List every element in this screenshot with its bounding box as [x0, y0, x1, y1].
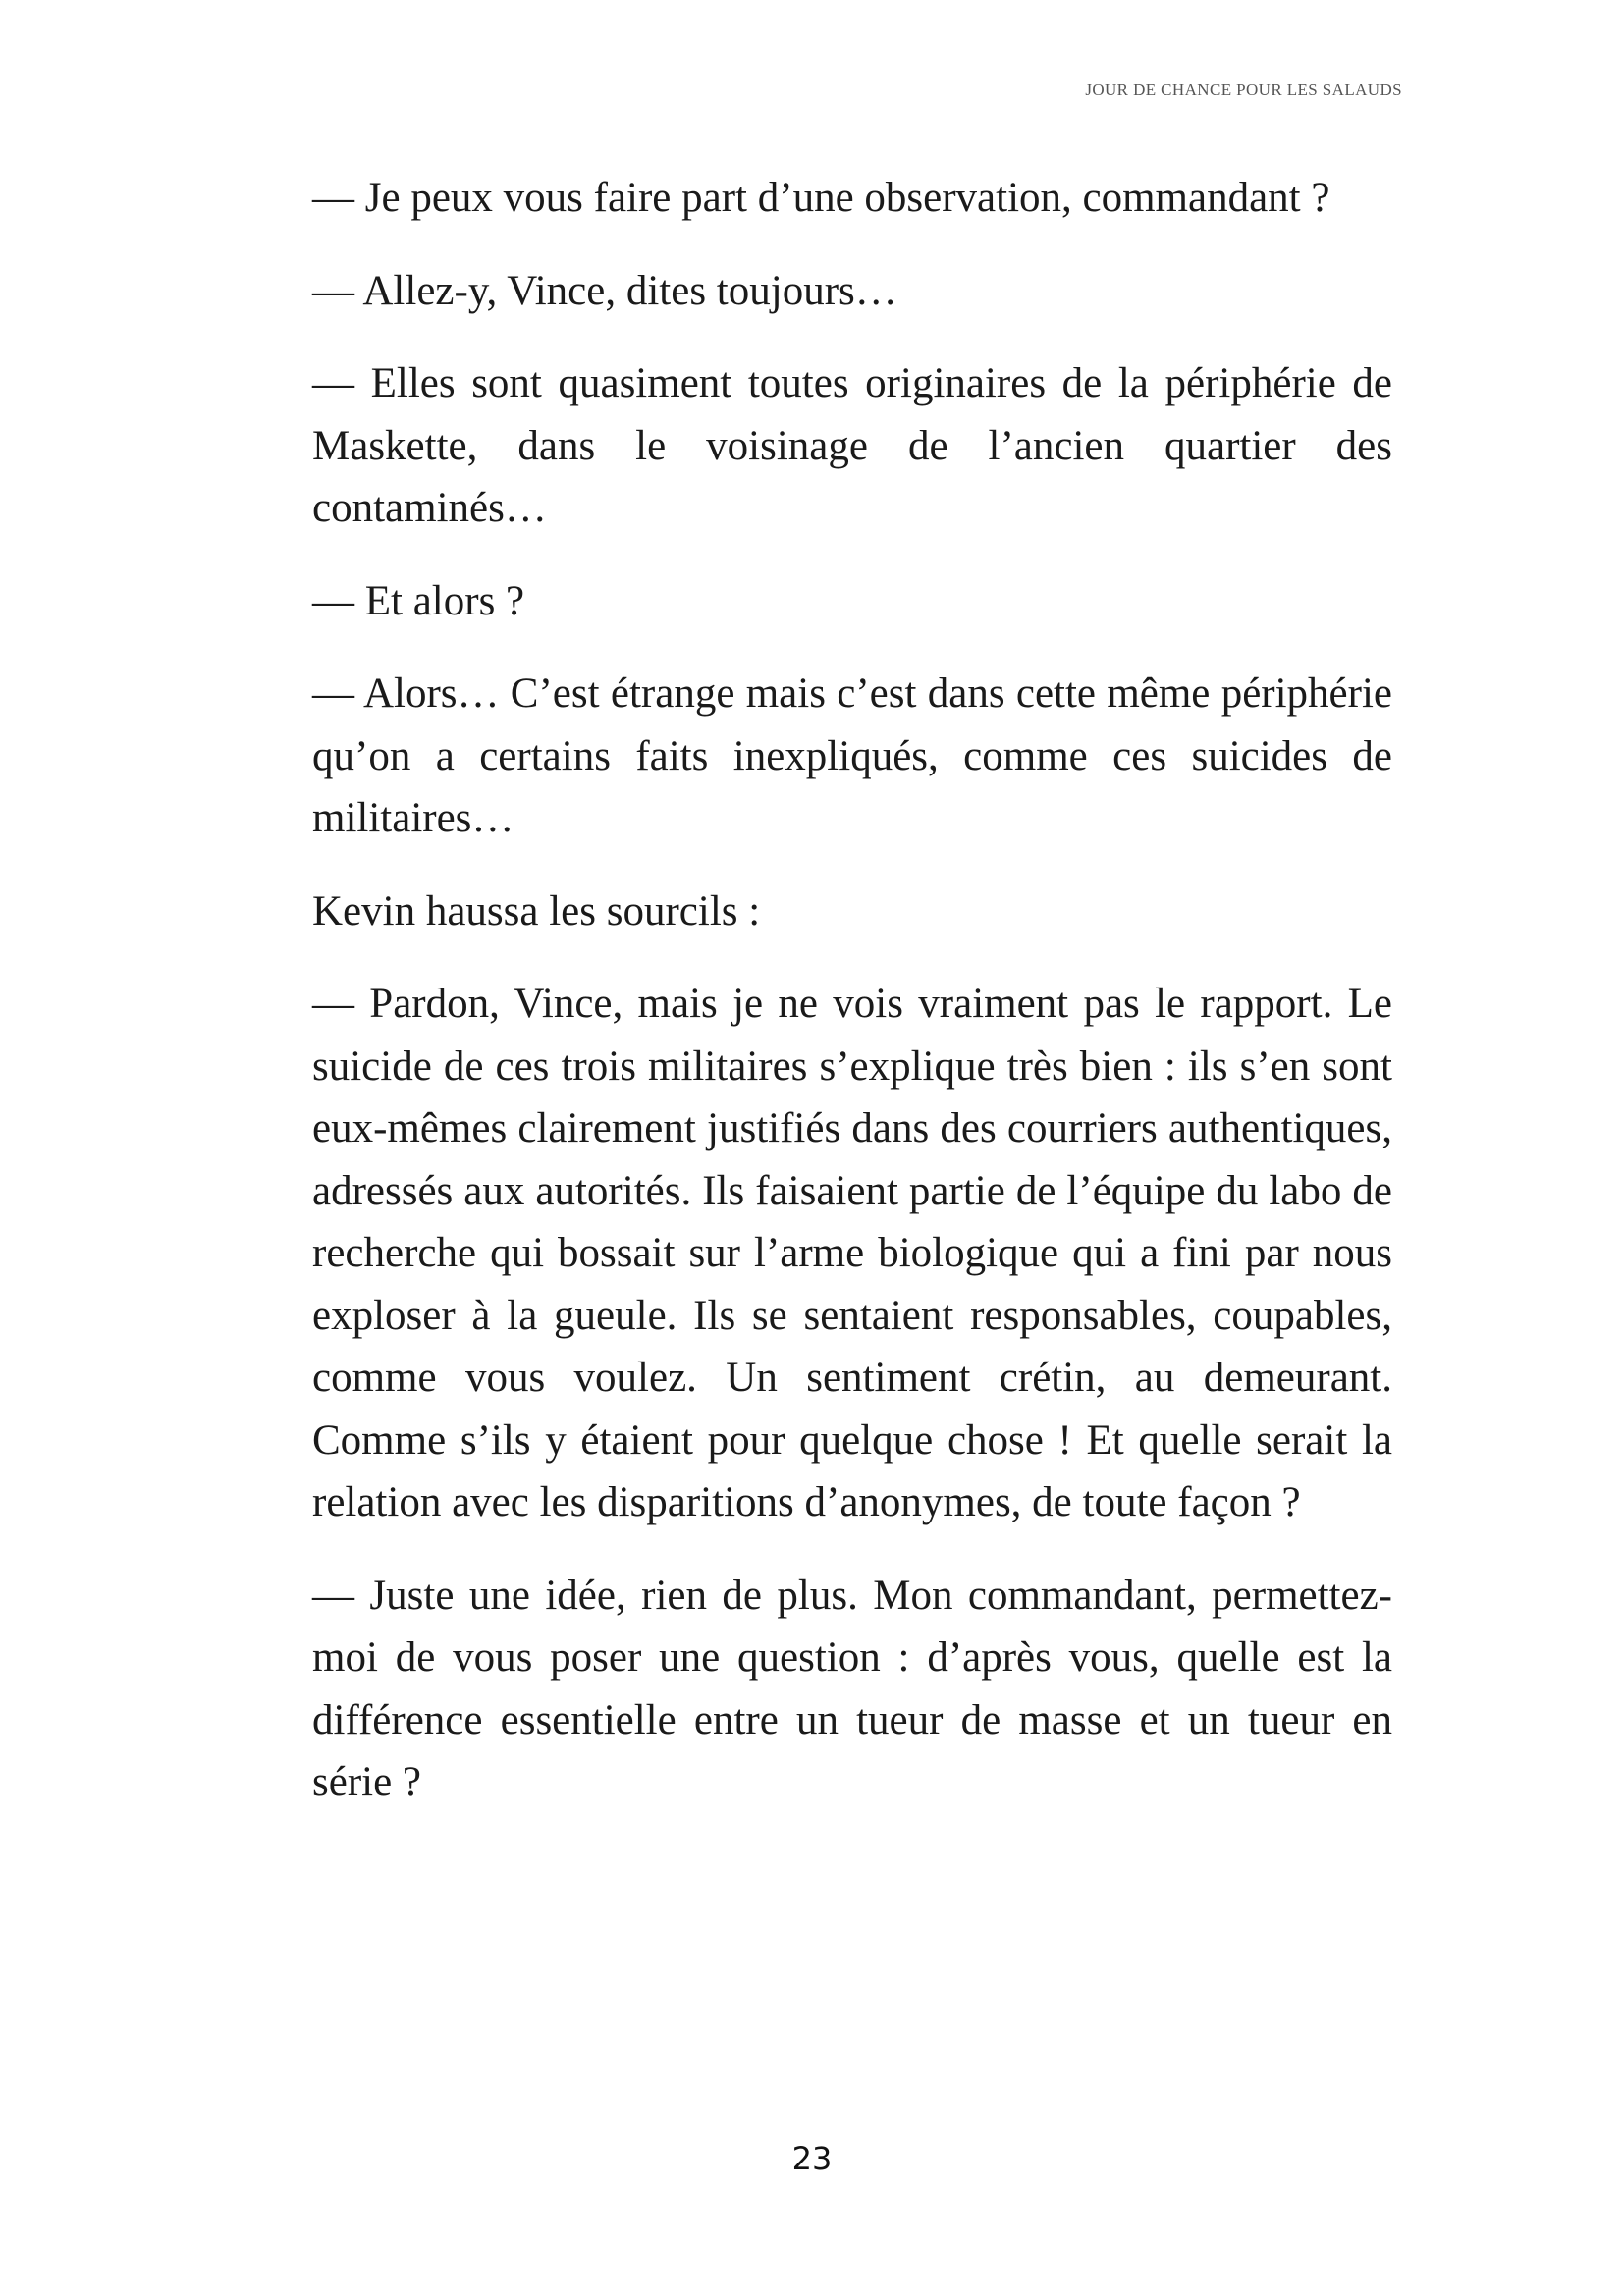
paragraph: — Je peux vous faire part d’une observation, commandant ? [312, 175, 1330, 221]
paragraph: — Pardon, Vince, mais je ne vois vraiment pas le rapport. Le suicide de ces trois militaires s’explique très bien : ils s’en sont eux-mêmes clairement justifiés dans des courriers authentiques, adressés aux autorités. Ils faisaient partie de l’équipe du labo de recherche qui bossait sur l’arme biologique qui a fini par nous exploser à la gueule. Ils se sentaient responsables, coupables, comme vous voulez. Un sentiment crétin, au demeurant. Comme s’ils y étaient pour quelque chose ! Et quelle serait la relation avec les disparitions d’anonymes, de toute façon ? [312, 981, 1392, 1525]
paragraph: — Allez-y, Vince, dites toujours… [312, 267, 897, 314]
running-header: JOUR DE CHANCE POUR LES SALAUDS [1085, 80, 1402, 99]
paragraph: — Et alors ? [312, 577, 525, 624]
paragraph: — Alors… C’est étrange mais c’est dans cette même périphérie qu’on a certains faits inexpliqués, comme ces suicides de militaires… [312, 670, 1392, 841]
paragraph: Kevin haussa les sourcils : [312, 887, 761, 934]
body-text [312, 167, 1392, 1844]
paragraph: — Juste une idée, rien de plus. Mon commandant, permettez-moi de vous poser une question : d’après vous, quelle est la différence essentielle entre un tueur de masse et un tueur en série ? [312, 1572, 1392, 1805]
paragraph: — Elles sont quasiment toutes originaires de la périphérie de Maskette, dans le voisinage de l’ancien quartier des contaminés… [312, 360, 1392, 531]
page-number: 23 [791, 2140, 833, 2177]
